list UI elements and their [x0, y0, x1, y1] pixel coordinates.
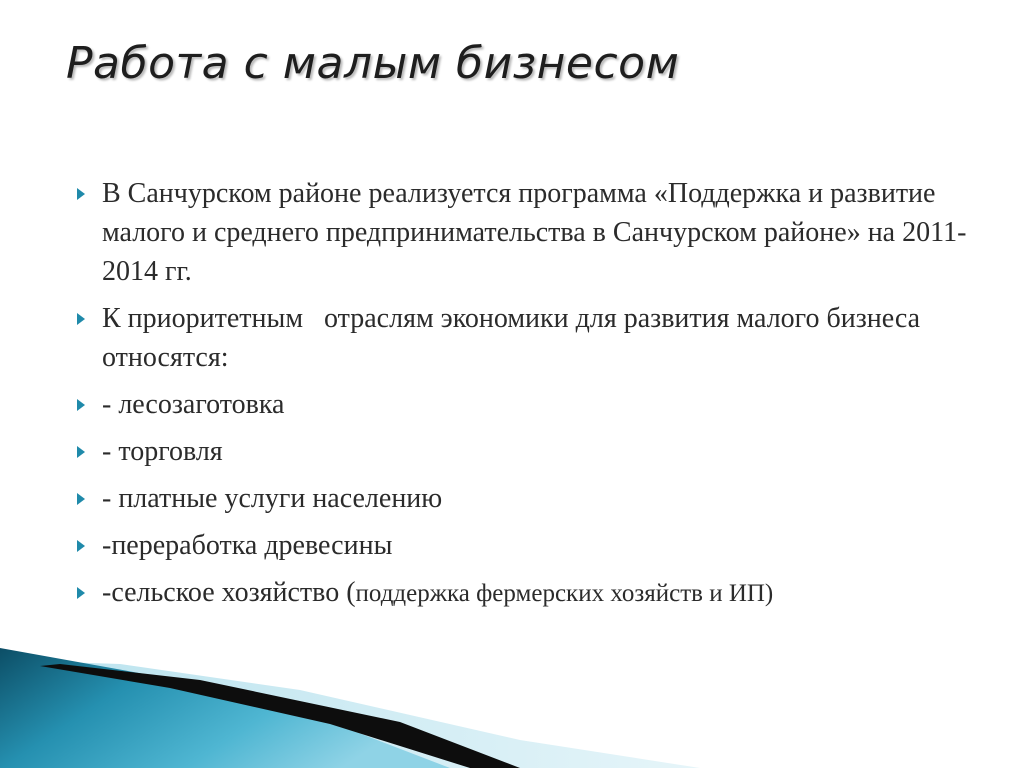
- list-item-text: - торговля: [102, 436, 223, 467]
- slide-title: Работа с малым бизнесом: [66, 38, 680, 89]
- list-item-text: К приоритетным отраслям экономики для развития малого бизнеса относятся:: [102, 303, 928, 373]
- list-item-text: -переработка древесины: [102, 530, 393, 561]
- list-item-text: В Санчурском районе реализуется программа «Поддержка и развитие малого и среднего предпринимательства в Санчурском районе» на 2011-2014 гг.: [102, 178, 967, 287]
- list-item-note: поддержка фермерских хозяйств и ИП): [355, 580, 774, 607]
- list-item-text: - лесозаготовка: [102, 389, 285, 420]
- list-item-text: -сельское хозяйство (: [102, 577, 356, 608]
- list-item-text: - платные услуги населению: [102, 483, 443, 514]
